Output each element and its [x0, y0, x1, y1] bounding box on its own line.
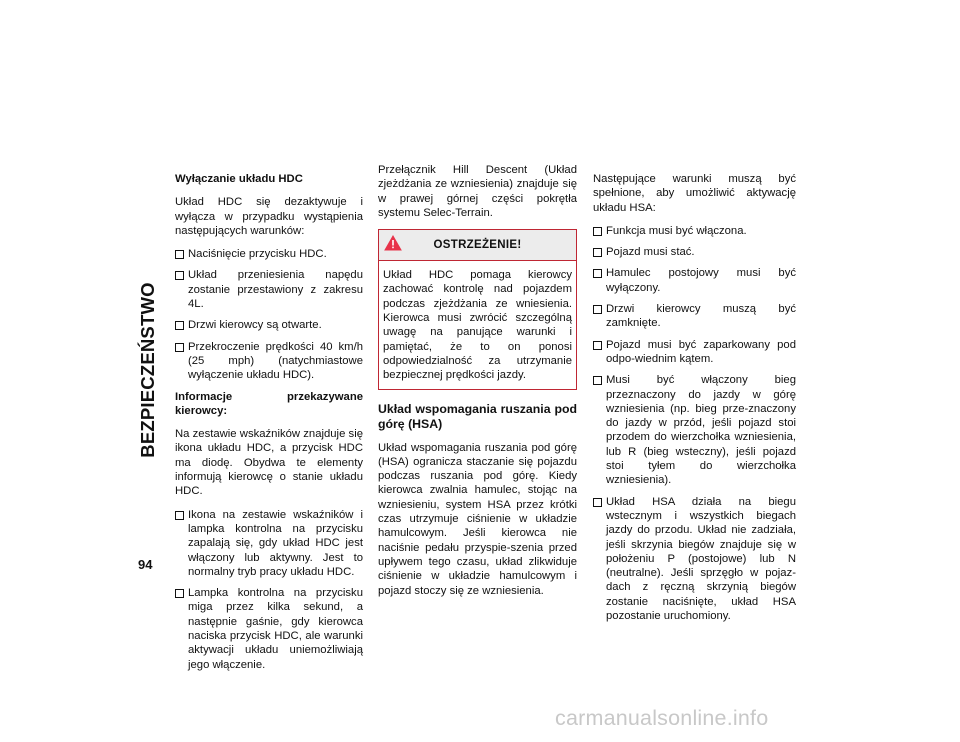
hsa-heading: Układ wspomagania ruszania pod górę (HSA)	[378, 401, 577, 431]
checkbox-bullet-icon	[175, 343, 184, 352]
section-tab-label: BEZPIECZEŃSTWO	[137, 282, 158, 458]
hsa-conditions-list	[593, 224, 796, 623]
watermark: carmanualsonline.info	[555, 706, 769, 730]
checkbox-bullet-icon	[175, 321, 184, 330]
checkbox-bullet-icon	[593, 305, 602, 314]
list-item: Hamulec postojowy musi być wyłączony.	[593, 266, 796, 295]
column-2	[378, 163, 577, 607]
warning-header	[379, 230, 576, 261]
checkbox-bullet-icon	[175, 271, 184, 280]
page-number: 94	[138, 557, 153, 572]
checkbox-bullet-icon	[593, 227, 602, 236]
checkbox-bullet-icon	[593, 248, 602, 257]
list-item: Funkcja musi być włączona.	[593, 224, 796, 238]
checkbox-bullet-icon	[593, 341, 602, 350]
list-item: Pojazd musi stać.	[593, 245, 796, 259]
driver-info-list	[175, 508, 363, 672]
driver-info-heading: Informacje przekazywane kierowcy:	[175, 390, 363, 417]
driver-info-intro: Na zestawie wskaźników znajduje się ikona układu HDC, a przycisk HDC ma diodę. Obydwa te elementy informują kierowcę o stanie układu HDC.	[175, 428, 363, 498]
warning-text: Układ HDC pomaga kierowcy zachować kontrolę nad pojazdem podczas zjeżdżania ze wniesienia. Kierowca musi zwrócić szczególną uwagę na panujące warunki i pamiętać, że to on ponosi odpowiedzialność za utrzymanie bezpiecznej prędkości jazdy.	[383, 269, 572, 382]
warning-triangle-icon	[384, 235, 402, 251]
list-item: Drzwi kierowcy są otwarte.	[175, 318, 363, 332]
hdc-off-conditions-list	[175, 247, 363, 382]
hill-descent-switch-para: Przełącznik Hill Descent (Układ zjeżdżania ze wzniesienia) znajduje się w prawej górnej części pokrętła systemu Selec-Terrain.	[378, 164, 577, 219]
hdc-off-intro: Układ HDC się dezaktywuje i wyłącza w przypadku wystąpienia następujących warunków:	[175, 196, 363, 237]
section-tab	[134, 160, 162, 580]
hdc-off-heading: Wyłączanie układu HDC	[175, 173, 303, 185]
column-1	[175, 172, 363, 679]
list-item: Układ HSA działa na biegu wstecznym i wszystkich biegach jazdy do przodu. Układ nie zadziała, jeśli skrzynia biegów znajduje się w położeniu P (postojowe) lub N (neutralne). Jeśli sprzęgło w pojaz-dach z ręczną skrzynią biegów zostanie naciśnięte, układ HSA pozostanie uruchomiony.	[593, 495, 796, 624]
column-3	[593, 172, 796, 630]
list-item: Pojazd musi być zaparkowany pod odpo-wiednim kątem.	[593, 338, 796, 367]
checkbox-bullet-icon	[175, 250, 184, 259]
list-item: Lampka kontrolna na przycisku miga przez kilka sekund, a następnie gaśnie, gdy kierowca naciska przycisk HDC, ale warunki aktywacji układu uniemożliwiają jego włączenie.	[175, 586, 363, 672]
warning-title: OSTRZEŻENIE!	[433, 239, 522, 252]
list-item: Układ przeniesienia napędu zostanie przestawiony z zakresu 4L.	[175, 268, 363, 311]
list-item: Przekroczenie prędkości 40 km/h (25 mph) (natychmiastowe wyłączenie układu HDC).	[175, 340, 363, 383]
warning-box	[378, 229, 577, 389]
list-item: Musi być włączony bieg przeznaczony do jazdy w górę wzniesienia (np. bieg prze-znaczony do jazdy w przód, jeśli pojazd stoi przodem do wierzchołka wzniesienia, lub R (bieg wsteczny), jeśli pojazd stoi tyłem do wierzchołka wzniesienia).	[593, 373, 796, 487]
list-item: Ikona na zestawie wskaźników i lampka kontrolna na przycisku zapalają się, gdy układ HDC jest włączony lub aktywny. Jest to normalny tryb pracy układu HDC.	[175, 508, 363, 579]
checkbox-bullet-icon	[593, 498, 602, 507]
hsa-description: Układ wspomagania ruszania pod górę (HSA) ogranicza staczanie się pojazdu podczas ruszania pod górę. Kiedy kierowca zwalnia hamulec, stojąc na wzniesieniu, system HSA przez krótki czas utrzymuje ciśnienie w układzie hamulcowym. Jeśli kierowca nie naciśnie pedału przyspie-szenia przed upływem tego czasu, układ zlikwiduje ciśnienie w układzie hamulcowym i pojazd stoczy się ze wzniesienia.	[378, 441, 577, 597]
checkbox-bullet-icon	[175, 589, 184, 598]
checkbox-bullet-icon	[593, 376, 602, 385]
checkbox-bullet-icon	[593, 269, 602, 278]
hsa-conditions-intro: Następujące warunki muszą być spełnione, aby umożliwić aktywację układu HSA:	[593, 173, 796, 214]
checkbox-bullet-icon	[175, 511, 184, 520]
list-item: Naciśnięcie przycisku HDC.	[175, 247, 363, 261]
list-item: Drzwi kierowcy muszą być zamknięte.	[593, 302, 796, 331]
